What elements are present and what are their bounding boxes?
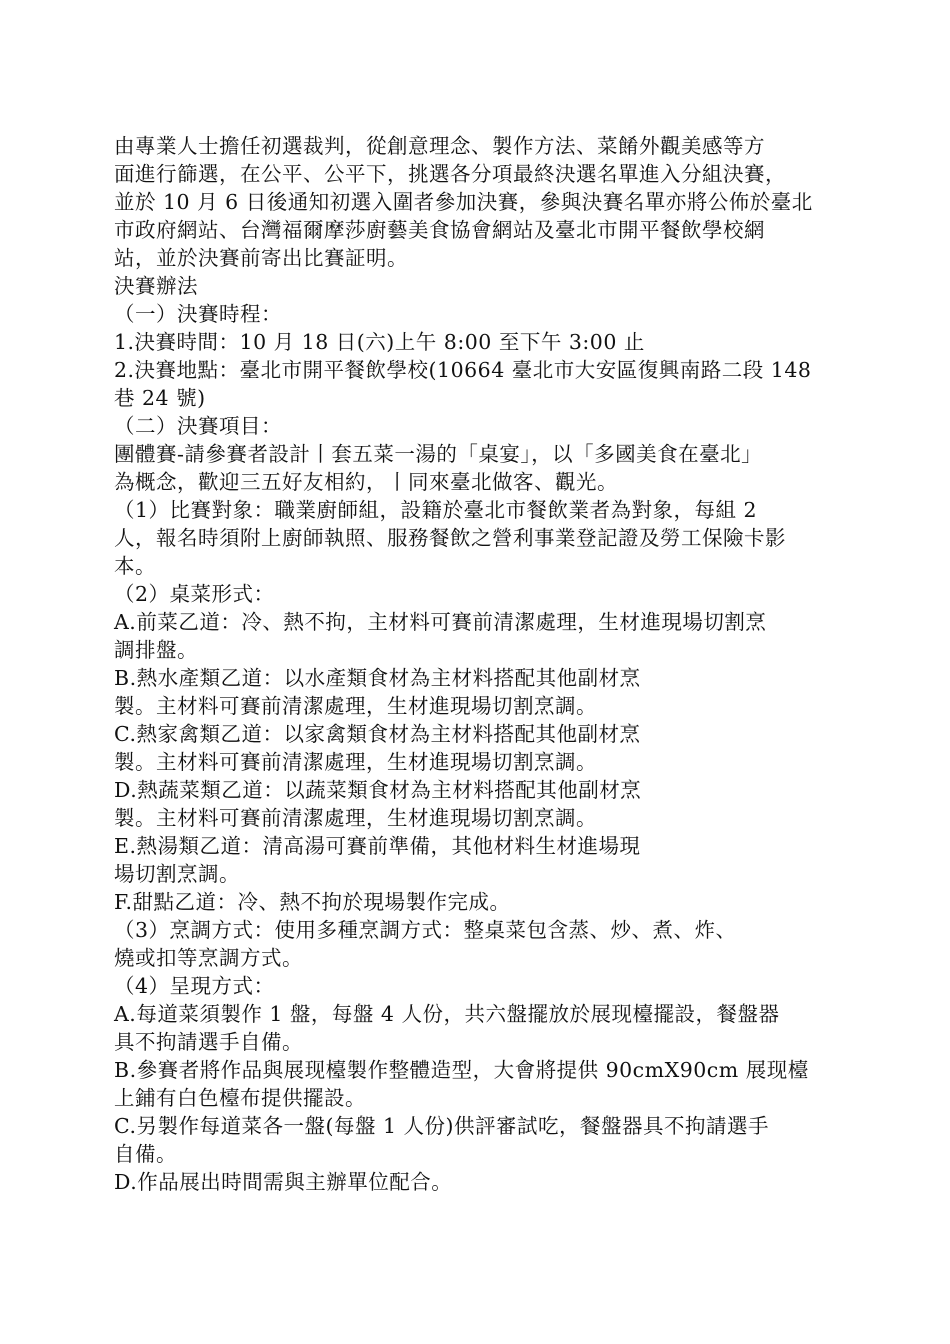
list-item: B.熱水產類乙道：以水產類食材為主材料搭配其他副材烹 <box>114 666 641 690</box>
subsection-heading: （二）決賽項目： <box>114 414 282 438</box>
list-item-continuation: 自備。 <box>114 1142 177 1166</box>
list-item: 2.決賽地點：臺北市開平餐飲學校(10664 臺北市大安區復興南路二段 148 <box>114 358 812 382</box>
list-item: A.每道菜須製作 1 盤，每盤 4 人份，共六盤擺放於展现檯擺設，餐盤器 <box>114 1002 780 1026</box>
list-item-continuation: 製。主材料可賽前清潔處理，生材進現場切割烹調。 <box>114 750 597 774</box>
paragraph-line: 由專業人士擔任初選裁判，從創意理念、製作方法、菜餚外觀美感等方 <box>114 134 765 158</box>
list-item-continuation: 本。 <box>114 554 156 578</box>
list-item-continuation: 場切割烹調。 <box>114 862 240 886</box>
paragraph-line: 團體賽-請參賽者設計丨套五菜一湯的「桌宴」，以「多國美食在臺北」 <box>114 442 763 466</box>
list-item: （1）比賽對象：職業廚師組，設籍於臺北市餐飲業者為對象，每組 2 <box>114 498 758 522</box>
list-item: D.作品展出時間需與主辦單位配合。 <box>114 1170 453 1194</box>
paragraph-line: 市政府網站、台灣福爾摩莎廚藝美食協會網站及臺北市開平餐飲學校網 <box>114 218 765 242</box>
list-item: E.熱湯類乙道：清高湯可賽前準備，其他材料生材進場現 <box>114 834 641 858</box>
list-item: 1.決賽時間：10 月 18 日(六)上午 8:00 至下午 3:00 止 <box>114 330 645 354</box>
list-item: （3）烹調方式：使用多種烹調方式：整桌菜包含蒸、炒、煮、炸、 <box>114 918 737 942</box>
list-item: B.參賽者將作品與展现檯製作整體造型，大會將提供 90cmX90cm 展现檯 <box>114 1058 809 1082</box>
list-item: C.熱家禽類乙道：以家禽類食材為主材料搭配其他副材烹 <box>114 722 641 746</box>
list-item: C.另製作每道菜各一盤(每盤 1 人份)供評審試吃，餐盤器具不拘請選手 <box>114 1114 770 1138</box>
list-item: （4）呈現方式： <box>114 974 275 998</box>
subsection-heading: （一）決賽時程： <box>114 302 282 326</box>
paragraph-line: 面進行篩選，在公平、公平下，挑選各分項最終決選名單進入分組決賽， <box>114 162 786 186</box>
list-item-continuation: 具不拘請選手自備。 <box>114 1030 303 1054</box>
list-item: D.熱蔬菜類乙道：以蔬菜類食材為主材料搭配其他副材烹 <box>114 778 642 802</box>
section-heading: 決賽辦法 <box>114 274 198 298</box>
list-item-continuation: 製。主材料可賽前清潔處理，生材進現場切割烹調。 <box>114 806 597 830</box>
paragraph-line: 為概念，歡迎三五好友相約，丨同來臺北做客、觀光。 <box>114 470 618 494</box>
paragraph-line: 並於 10 月 6 日後通知初選入圍者參加決賽，參與決賽名單亦將公佈於臺北 <box>114 190 813 214</box>
list-item-continuation: 人，報名時須附上廚師執照、服務餐飲之營利事業登記證及勞工保險卡影 <box>114 526 786 550</box>
list-item-continuation: 調排盤。 <box>114 638 198 662</box>
list-item-continuation: 燒或扣等烹調方式。 <box>114 946 303 970</box>
list-item-continuation: 上鋪有白色檯布提供擺設。 <box>114 1086 366 1110</box>
list-item: （2）桌菜形式： <box>114 582 275 606</box>
list-item-continuation: 巷 24 號) <box>114 386 206 410</box>
list-item: A.前菜乙道：冷、熱不拘，主材料可賽前清潔處理，生材進現場切割烹 <box>114 610 767 634</box>
paragraph-line: 站，並於決賽前寄出比賽証明。 <box>114 246 408 270</box>
list-item-continuation: 製。主材料可賽前清潔處理，生材進現場切割烹調。 <box>114 694 597 718</box>
list-item: F.甜點乙道：冷、熱不拘於現場製作完成。 <box>114 890 511 914</box>
